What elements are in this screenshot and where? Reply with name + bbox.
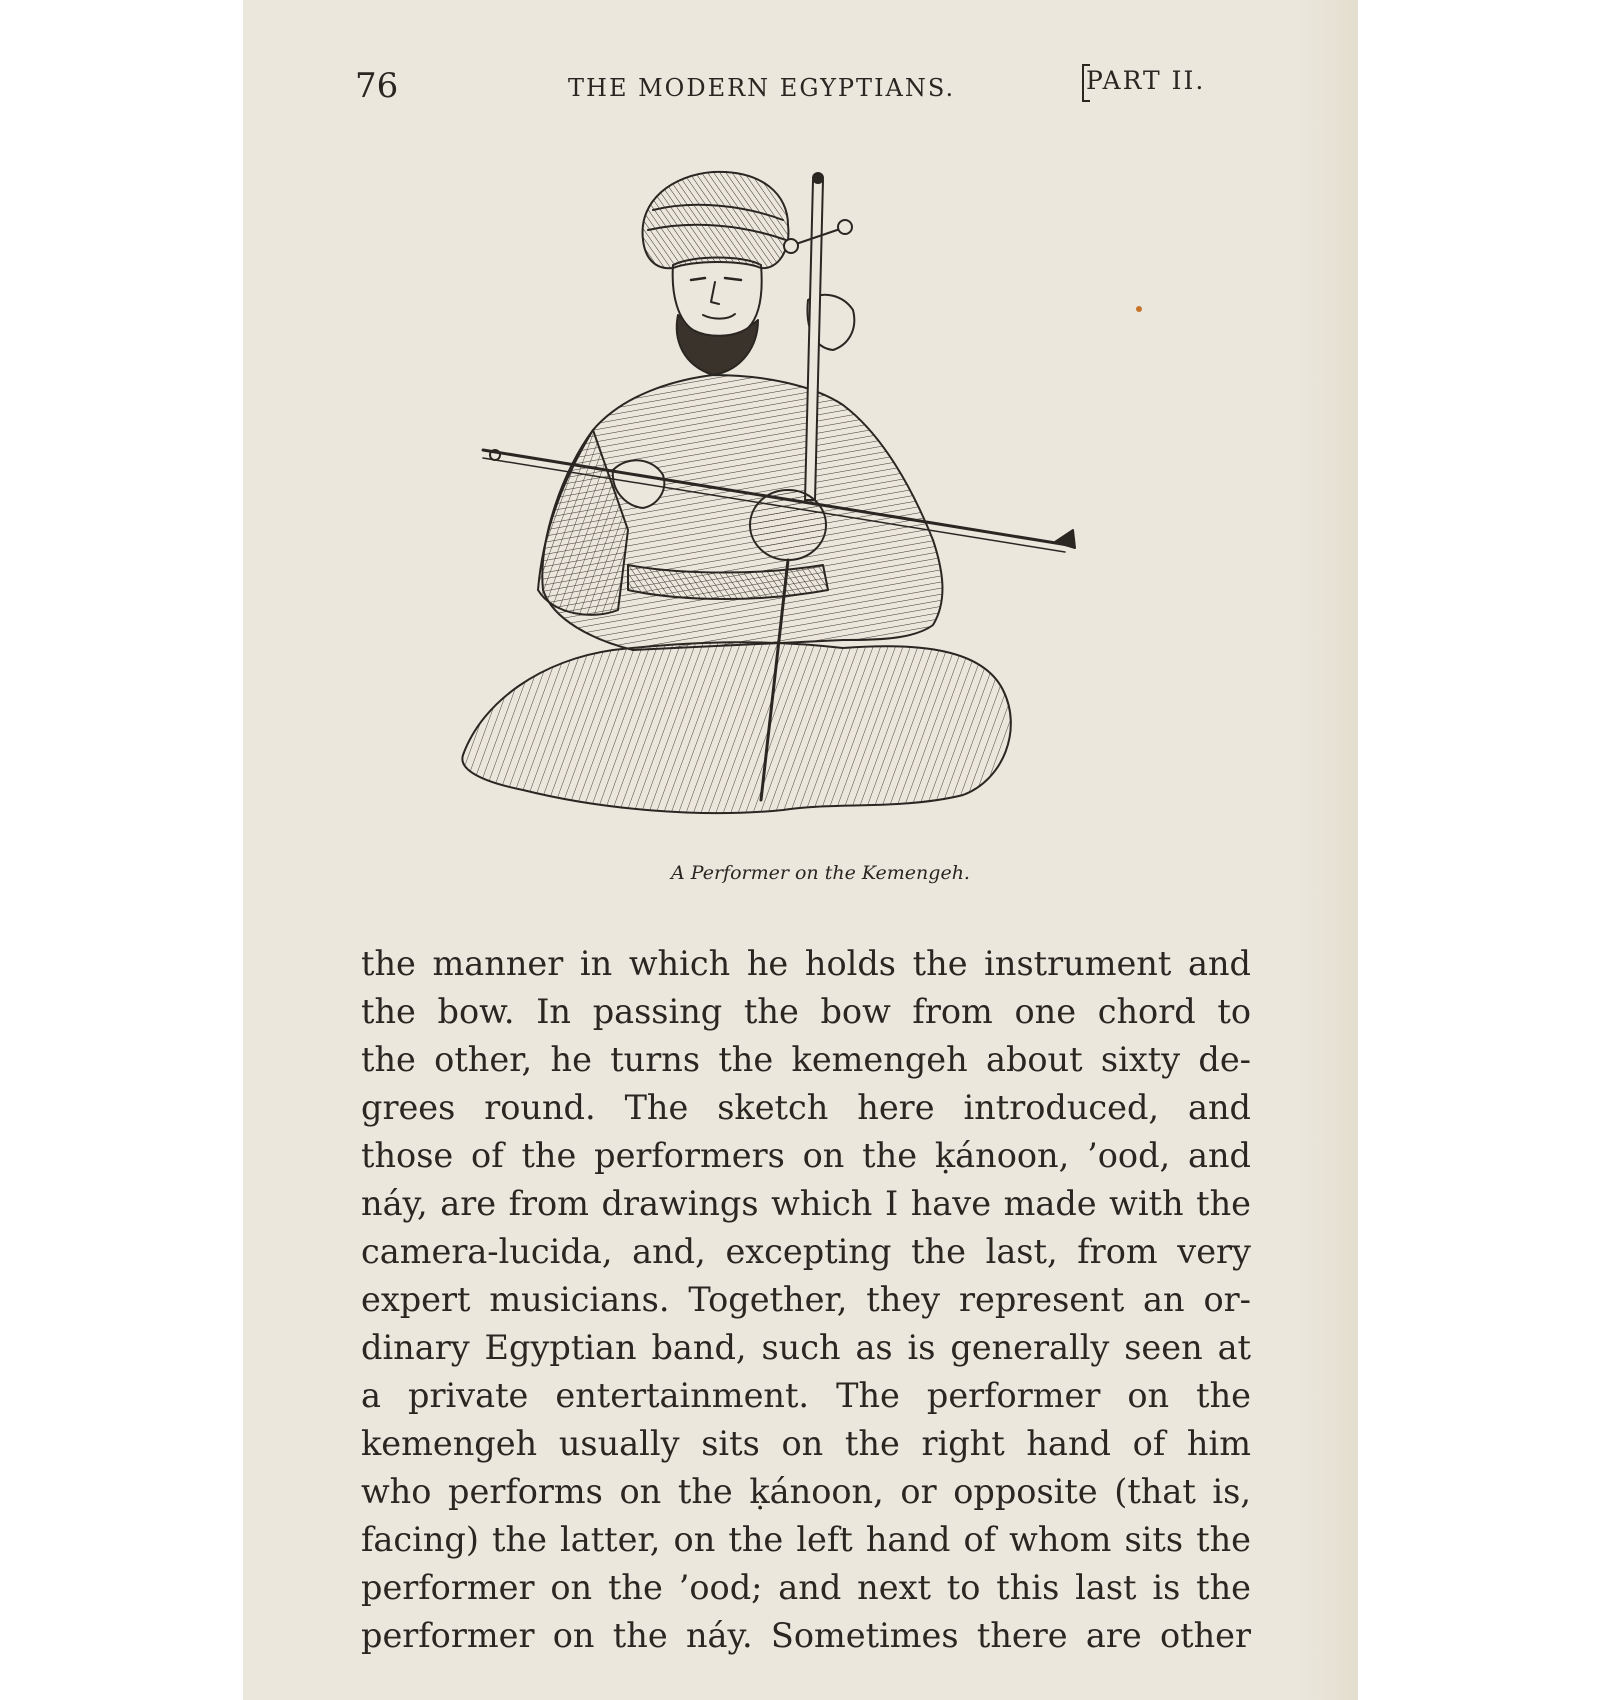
text-line: those of the performers on the ḳánoon, ’ood, and <box>361 1136 1251 1175</box>
part-label: PART II. <box>1086 66 1206 95</box>
text-line: expert musicians. Together, they represent an or- <box>361 1280 1251 1319</box>
text-line: dinary Egyptian band, such as is generally seen at <box>361 1328 1251 1367</box>
engraving-kemengeh-performer <box>443 170 1123 850</box>
text-line: facing) the latter, on the left hand of whom sits the <box>361 1520 1251 1559</box>
text-line: the other, he turns the kemengeh about sixty de- <box>361 1040 1251 1079</box>
text-line: náy, are from drawings which I have made with the <box>361 1184 1251 1223</box>
book-page <box>243 0 1358 1700</box>
page-number: 76 <box>355 66 399 106</box>
figure-caption: A Performer on the Kemengeh. <box>671 862 970 884</box>
text-line: performer on the ’ood; and next to this last is the <box>361 1568 1251 1607</box>
paper-stain <box>1136 306 1142 312</box>
text-line: performer on the náy. Sometimes there are other <box>361 1616 1251 1655</box>
text-line: kemengeh usually sits on the right hand of him <box>361 1424 1251 1463</box>
text-line: the manner in which he holds the instrument and <box>361 944 1251 983</box>
text-line: who performs on the ḳánoon, or opposite (that is, <box>361 1472 1251 1511</box>
text-line: grees round. The sketch here introduced, and <box>361 1088 1251 1127</box>
text-line: camera-lucida, and, excepting the last, from very <box>361 1232 1251 1271</box>
text-line: the bow. In passing the bow from one chord to <box>361 992 1251 1031</box>
book-title: THE MODERN EGYPTIANS. <box>568 74 956 102</box>
running-head <box>243 62 1358 112</box>
text-line: a private entertainment. The performer on the <box>361 1376 1251 1415</box>
body-text <box>361 940 1251 1660</box>
